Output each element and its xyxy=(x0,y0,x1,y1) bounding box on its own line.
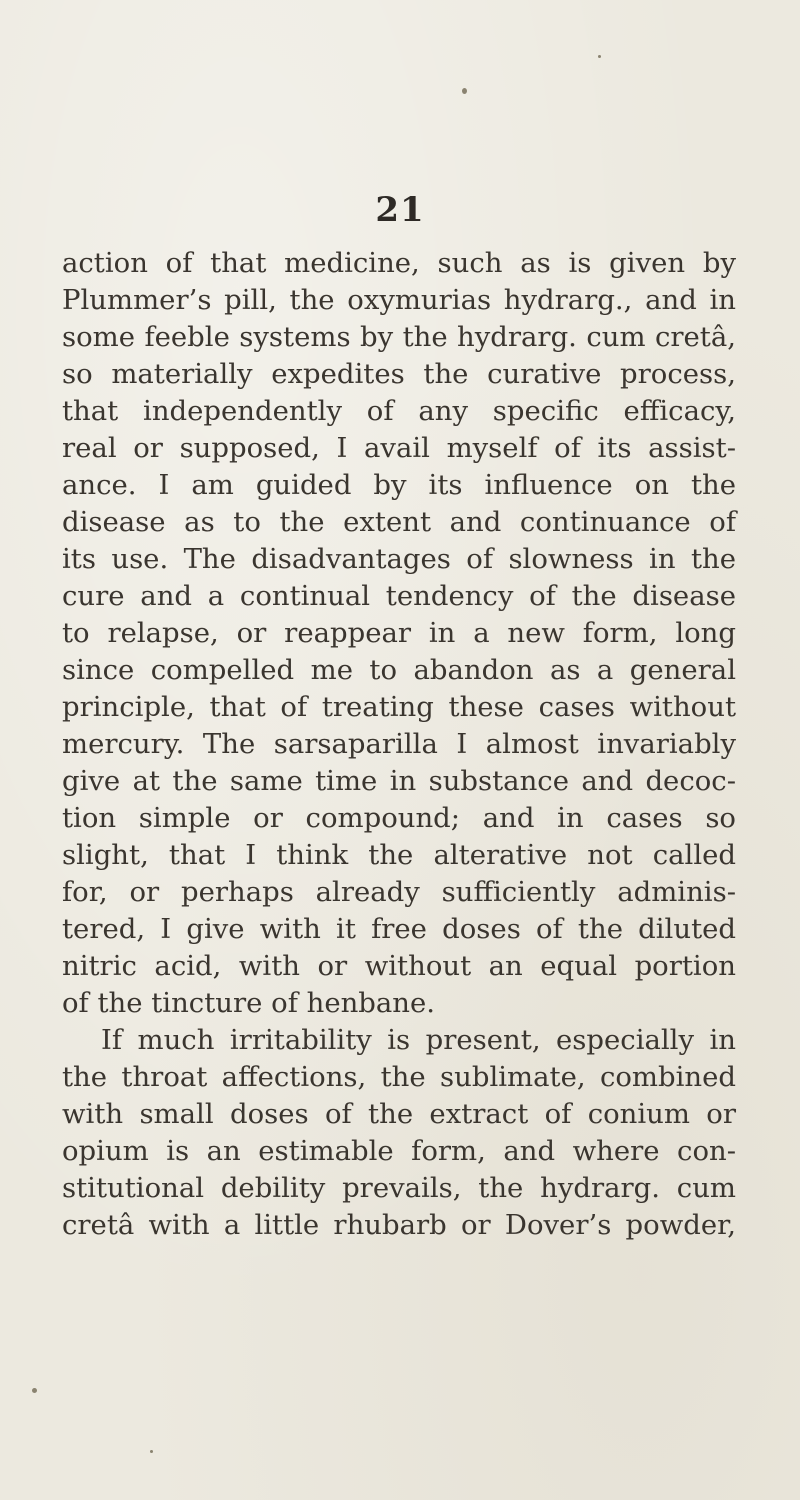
text-line: some feeble systems by the hydrarg. cum cretâ, xyxy=(62,321,736,353)
text-line: cretâ with a little rhubarb or Dover’s powder, xyxy=(62,1209,736,1241)
text-line: disease as to the extent and continuance of xyxy=(62,506,736,538)
text-line: of the tincture of henbane. xyxy=(62,987,436,1019)
text-line: for, or perhaps already sufficiently adminis- xyxy=(62,876,736,908)
text-line: principle, that of treating these cases without xyxy=(62,691,736,723)
text-line: Plummer’s pill, the oxymurias hydrarg., and in xyxy=(62,284,736,316)
text-line: that independently of any specific efficacy, xyxy=(62,395,736,427)
text-line: ance. I am guided by its influence on the xyxy=(62,469,736,501)
text-line: stitutional debility prevails, the hydrarg. cum xyxy=(62,1172,736,1204)
text-line: to relapse, or reappear in a new form, long xyxy=(62,617,736,649)
paper-speck xyxy=(150,1450,153,1453)
paper-speck xyxy=(32,1388,37,1393)
paper-speck xyxy=(462,88,467,94)
text-line: tion simple or compound; and in cases so xyxy=(62,802,736,834)
text-line: its use. The disadvantages of slowness in the xyxy=(62,543,736,575)
text-line: the throat affections, the sublimate, combined xyxy=(62,1061,736,1093)
text-line: real or supposed, I avail myself of its assist- xyxy=(62,432,736,464)
text-line: cure and a continual tendency of the disease xyxy=(62,580,736,612)
text-line: give at the same time in substance and decoc- xyxy=(62,765,736,797)
text-line: so materially expedites the curative process, xyxy=(62,358,736,390)
text-line: nitric acid, with or without an equal portion xyxy=(62,950,736,982)
text-line: action of that medicine, such as is given by xyxy=(62,247,736,279)
text-line: If much irritability is present, especially in xyxy=(101,1024,736,1056)
paper-speck xyxy=(598,55,601,58)
text-line: since compelled me to abandon as a general xyxy=(62,654,736,686)
text-line: mercury. The sarsaparilla I almost invariably xyxy=(62,728,736,760)
text-line: slight, that I think the alterative not called xyxy=(62,839,736,871)
text-line: with small doses of the extract of conium or xyxy=(62,1098,736,1130)
text-line: tered, I give with it free doses of the diluted xyxy=(62,913,736,945)
page-number: 21 xyxy=(375,190,425,230)
text-line: opium is an estimable form, and where con- xyxy=(62,1135,736,1167)
